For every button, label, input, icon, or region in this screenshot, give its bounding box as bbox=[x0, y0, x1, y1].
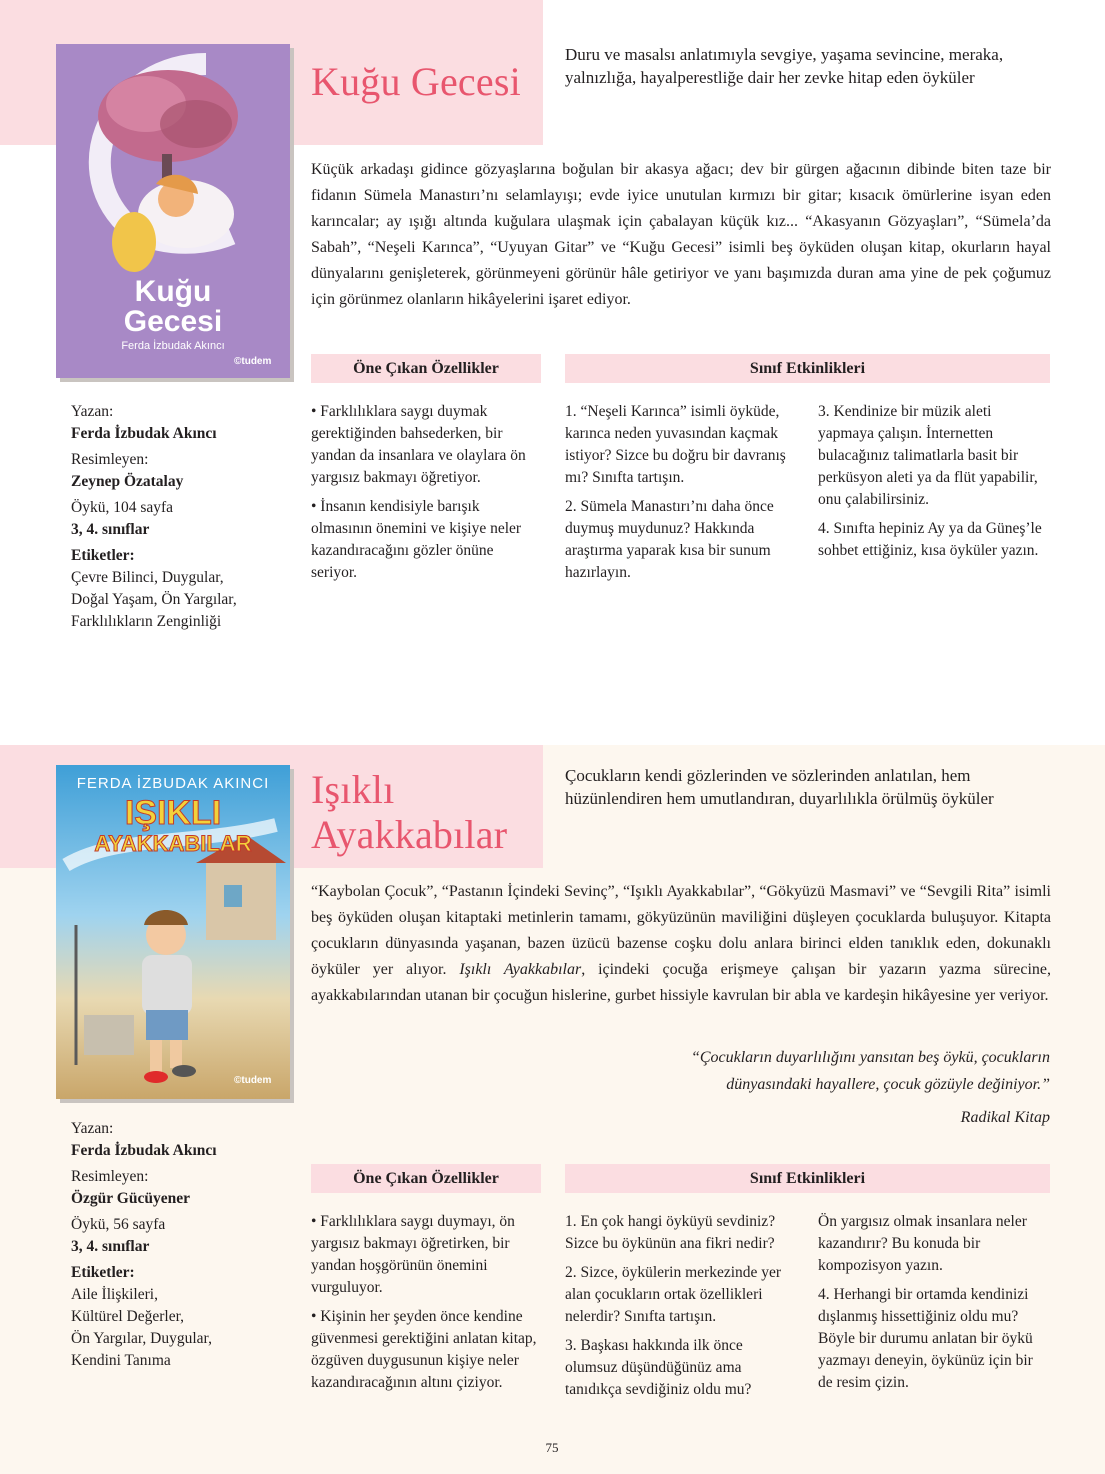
tag-line: Kendini Tanıma bbox=[71, 1352, 171, 1369]
book-tagline: Çocukların kendi gözlerinden ve sözlerinden anlatılan, hem hüzünlendiren hem umutlandıran, duyarlılıkla örülmüş öyküler bbox=[565, 766, 994, 808]
activities-col-2 bbox=[818, 1211, 1050, 1401]
activity-item: 3. Kendinize bir müzik aleti yapmaya çalışın. İnternetten bulacağınız talimatlarla basit bir perküsyon aleti ya da flüt yapabilir, onu çalabilirsiniz. bbox=[818, 403, 1038, 508]
book-cover-isikli-ayakkabilar bbox=[56, 765, 290, 1099]
book-tagline: Duru ve masalsı anlatımıyla sevgiye, yaşama sevincine, meraka, yalnızlığa, hayalperestliğe dair her zevke hitap eden öyküler bbox=[565, 45, 1004, 87]
author-label: Yazan: bbox=[71, 1120, 114, 1137]
activities-header: Sınıf Etkinlikleri bbox=[565, 354, 1050, 383]
activities-col-2 bbox=[818, 401, 1050, 569]
type-pages: Öykü, 104 sayfa bbox=[71, 499, 174, 516]
tags-label: Etiketler: bbox=[71, 1264, 135, 1281]
author-name: Ferda İzbudak Akıncı bbox=[71, 425, 217, 442]
activity-item: 2. Sümela Manastırı’nı daha önce duymuş muydunuz? Hakkında araştırma yaparak kısa bir sunum hazırlayın. bbox=[565, 498, 774, 581]
tag-line: Kültürel Değerler, bbox=[71, 1308, 184, 1325]
illustrator-label: Resimleyen: bbox=[71, 1168, 149, 1185]
book-meta bbox=[71, 401, 291, 633]
feature-item: • Kişinin her şeyden önce kendine güvenmesi gerektiğini anlatan kitap, özgüven duygusunun kişiye neler kazandıracağının altını çiziyor. bbox=[311, 1308, 537, 1391]
type-pages: Öykü, 56 sayfa bbox=[71, 1216, 166, 1233]
activities-header: Sınıf Etkinlikleri bbox=[565, 1164, 1050, 1193]
cover-title-line-1: IŞIKLI bbox=[124, 794, 222, 832]
cover-publisher: ©tudem bbox=[234, 356, 272, 367]
tag-line: Aile İlişkileri, bbox=[71, 1286, 158, 1303]
review-source: Radikal Kitap bbox=[960, 1109, 1050, 1126]
cover-author: FERDA İZBUDAK AKINCI bbox=[76, 775, 270, 792]
tags-label: Etiketler: bbox=[71, 547, 135, 564]
feature-item: • Farklılıklara saygı duymayı, ön yargısız bakmayı öğretirken, bir yandan hoşgörünün önemini vurguluyor. bbox=[311, 1213, 515, 1296]
book-title-line-1: Işıklı bbox=[311, 767, 395, 812]
activity-item: 2. Sizce, öykülerin merkezinde yer alan çocukların ortak özellikleri nelerdir? Sınıfta tartışın. bbox=[565, 1264, 782, 1325]
tag-line: Doğal Yaşam, Ön Yargılar, bbox=[71, 591, 237, 608]
feature-item: • İnsanın kendisiyle barışık olmasının önemini ve kişiye neler kazandıracağını gözler önüne seriyor. bbox=[311, 498, 522, 581]
illustrator-label: Resimleyen: bbox=[71, 451, 149, 468]
review-quote: “Çocukların duyarlılığını yansıtan beş öykü, çocukların dünyasındaki hayallere, çocuk gözüyle değiniyor.” bbox=[690, 1049, 1050, 1093]
book-title: Kuğu Gecesi bbox=[311, 59, 521, 104]
activities-col-1 bbox=[565, 401, 793, 591]
illustrator-name: Zeynep Özatalay bbox=[71, 473, 184, 490]
tag-line: Çevre Bilinci, Duygular, bbox=[71, 569, 224, 586]
activity-item: 1. En çok hangi öyküyü sevdiniz? Sizce bu öykünün ana fikri nedir? bbox=[565, 1213, 776, 1252]
feature-item: • Farklılıklara saygı duymak gerektiğinden bahsederken, bir yandan da insanlara ve olaylara ön yargısız bakmayı öğretiyor. bbox=[311, 403, 526, 486]
features-header: Öne Çıkan Özellikler bbox=[311, 1164, 541, 1193]
publisher-logo-icon: © bbox=[234, 356, 242, 367]
book-title-line-2: Ayakkabılar bbox=[311, 812, 508, 857]
page-number: 75 bbox=[545, 1440, 559, 1455]
grades: 3, 4. sınıflar bbox=[71, 1238, 150, 1255]
cover-title-line-2: Gecesi bbox=[123, 305, 223, 338]
activity-item: 4. Herhangi bir ortamda kendinizi dışlanmış hissettiğiniz oldu mu? Böyle bir durumu anlatan bir öykü yazmayı deneyin, öykünüz için bir de resim çizin. bbox=[818, 1286, 1033, 1391]
tag-line: Ön Yargılar, Duygular, bbox=[71, 1330, 212, 1347]
publisher-logo-icon: © bbox=[234, 1075, 242, 1086]
cover-author: Ferda İzbudak Akıncı bbox=[121, 340, 225, 352]
features-list bbox=[311, 401, 541, 591]
book-meta bbox=[71, 1118, 291, 1372]
illustrator-name: Özgür Gücüyener bbox=[71, 1190, 190, 1207]
activity-item: Ön yargısız olmak insanlara neler kazandırır? Bu konuda bir kompozisyon yazın. bbox=[818, 1213, 1027, 1274]
activity-item: 1. “Neşeli Karınca” isimli öyküde, karınca neden yuvasından kaçmak istiyor? Sizce bu doğru bir davranış mı? Sınıfta tartışın. bbox=[565, 403, 786, 486]
author-label: Yazan: bbox=[71, 403, 114, 420]
activities-col-1 bbox=[565, 1211, 793, 1408]
tag-line: Farklılıkların Zenginliği bbox=[71, 613, 222, 630]
cover-title-line-2: AYAKKABILAR bbox=[94, 831, 252, 856]
cover-publisher: ©tudem bbox=[234, 1075, 272, 1086]
features-header: Öne Çıkan Özellikler bbox=[311, 354, 541, 383]
cover-title-line-1: Kuğu bbox=[134, 275, 212, 308]
features-list bbox=[311, 1211, 541, 1401]
grades: 3, 4. sınıflar bbox=[71, 521, 150, 538]
book-description: “Kaybolan Çocuk”, “Pastanın İçindeki Sevinç”, “Işıklı Ayakkabılar”, “Gökyüzü Masmavi” ve “Sevgili Rita” isimli beş öyküden oluşan kitaptaki metinlerin tamamı, gökyüzünün maviliğini düşleyen çocuklarda buluşuyor. Kitapta çocukların dünyasında yaşanan, bazen üzücü bazense coşku dolu anlara birinci elden tanıklık eden, dokunaklı öyküler yer alıyor. Işıklı Ayakkabılar, içindeki çocuğa erişmeye çalışan bir yazarın yazma sürecine, ayakkabılarından utanan bir çocuğun hislerine, gurbet hissiyle kavrulan bir abla ve kardeşin hikâyesine yer veriyor. bbox=[311, 883, 1051, 1004]
book-cover-kugu-gecesi bbox=[56, 44, 290, 378]
activity-item: 4. Sınıfta hepiniz Ay ya da Güneş’le sohbet ettiğiniz, kısa öyküler yazın. bbox=[818, 520, 1042, 559]
activity-item: 3. Başkası hakkında ilk önce olumsuz düşündüğünüz ama tanıdıkça sevdiğiniz oldu mu? bbox=[565, 1337, 752, 1398]
author-name: Ferda İzbudak Akıncı bbox=[71, 1142, 217, 1159]
book-description: Küçük arkadaşı gidince gözyaşlarına boğulan bir akasya ağacı; dev bir gürgen ağacının dibinde biten taze bir fidanın Sümela Manastırı’nı selamlayışı; evde iyice unutulan kırmızı bir gitar; kısacık ömürlerine isyan eden karıncalar; ay ışığı altında kuğulara ulaşmak için çabalayan küçük kız... “Akasyanın Gözyaşları”, “Sümela’da Sabah”, “Neşeli Karınca”, “Uyuyan Gitar” ve “Kuğu Gecesi” isimli beş öyküden oluşan kitap, okurların hayal dünyalarını genişleterek, görünmeyeni görünür hâle getiriyor ve yanı başımızda duran ama yine de pek çoğumuz için görünmez olanların hikâyelerini işaret ediyor. bbox=[311, 161, 1051, 308]
